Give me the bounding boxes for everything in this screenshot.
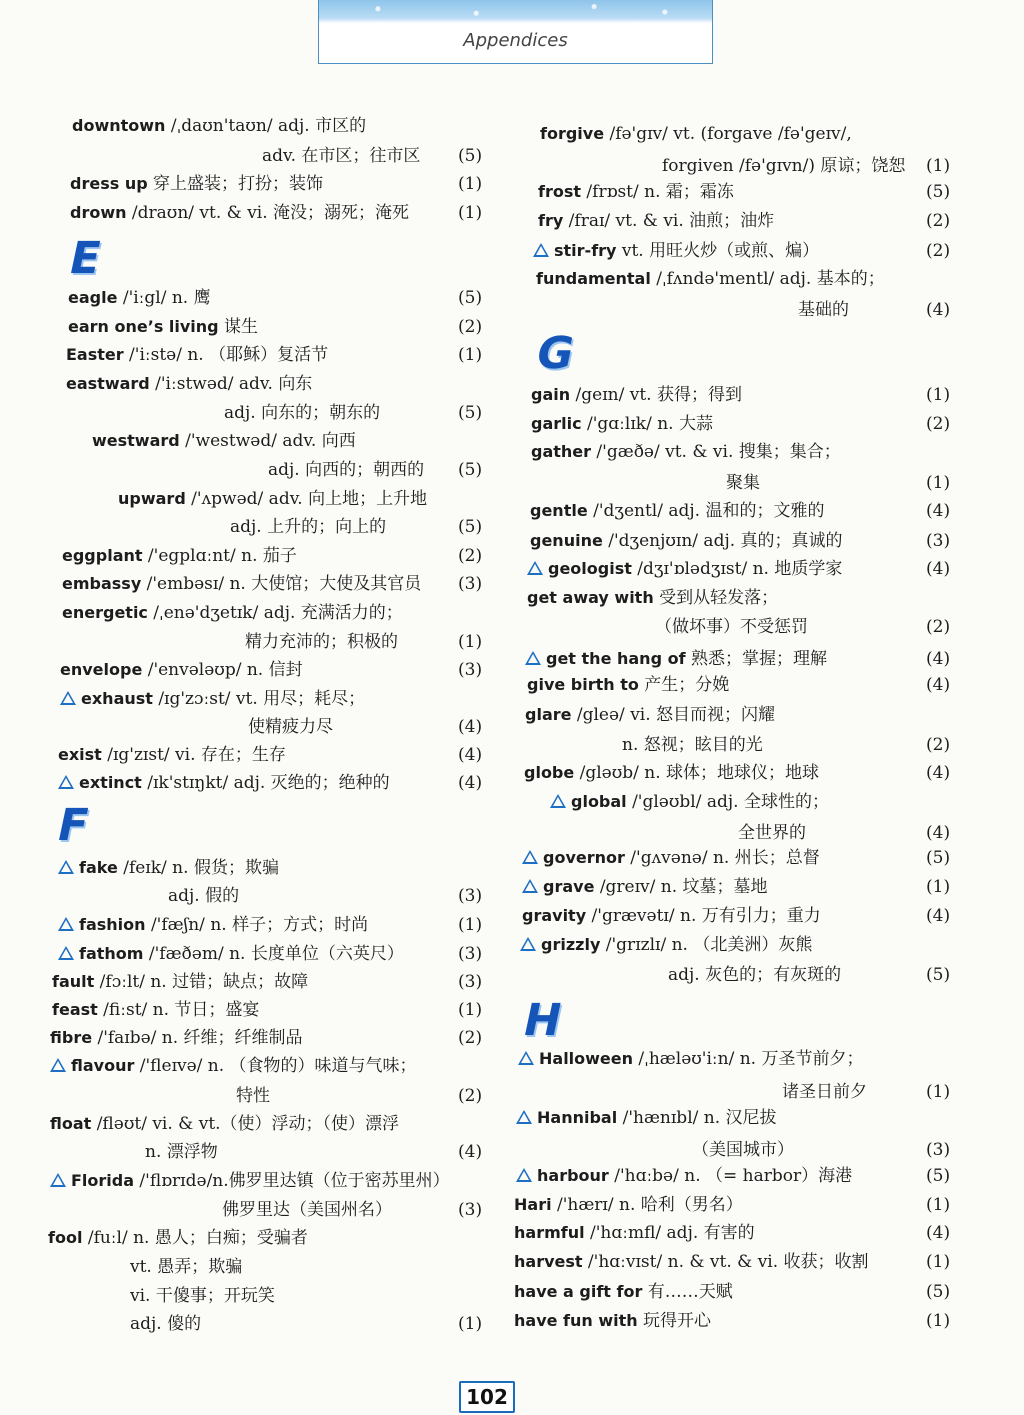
definition: /'westwəd/ adv. 向西 — [179, 431, 356, 451]
headword: Hannibal — [537, 1108, 618, 1127]
unit-number: (5) — [458, 146, 483, 166]
unit-number: (3) — [458, 886, 483, 906]
right-entry-line — [522, 847, 820, 869]
left-entry-line — [245, 631, 398, 653]
headword: eagle — [68, 288, 118, 307]
definition: adj. 向东的；朝东的 — [224, 403, 381, 423]
right-entry-line — [662, 155, 905, 177]
left-entry-line — [145, 1141, 218, 1163]
left-entry-line — [50, 1170, 450, 1192]
unit-number: (4) — [926, 1223, 951, 1243]
unit-number: (2) — [926, 241, 951, 261]
left-entry-line — [68, 287, 211, 309]
right-entry-line — [527, 587, 778, 609]
definition: /'fæðəm/ n. 长度单位（六英尺） — [143, 944, 404, 964]
headword: fool — [48, 1228, 83, 1247]
headword: frost — [538, 182, 582, 201]
section-letter-e: E — [64, 233, 106, 284]
definition: /'iːgl/ n. 鹰 — [117, 288, 211, 308]
right-entry-line — [530, 530, 843, 552]
unit-number: (4) — [926, 649, 951, 669]
right-entry-line — [516, 1165, 852, 1187]
unit-number: (1) — [926, 1082, 951, 1102]
definition: 全世界的 — [738, 823, 806, 843]
definition: 受到从轻发落； — [653, 588, 779, 608]
section-letter-h: H — [518, 995, 567, 1046]
unit-number: (3) — [458, 660, 483, 680]
left-entry-line — [168, 885, 239, 907]
headword: forgive — [540, 124, 605, 143]
definition: /'hænɪbl/ n. 汉尼拔 — [617, 1108, 777, 1128]
definition: /fiːst/ n. 节日；盛宴 — [97, 1000, 260, 1020]
section-letter-g: G — [531, 328, 579, 379]
headword: give birth to — [527, 675, 639, 694]
headword: fundamental — [536, 269, 651, 288]
unit-number: (1) — [926, 1195, 951, 1215]
definition: （美国城市） — [692, 1140, 794, 1160]
definition: 基础的 — [798, 300, 849, 320]
definition: /dʒɪ'ɒlədʒɪst/ n. 地质学家 — [631, 559, 843, 579]
right-entry-line — [514, 1251, 869, 1273]
definition: 聚集 — [726, 473, 760, 493]
right-entry-line — [668, 964, 841, 986]
definition: /ˌenə'dʒetɪk/ adj. 充满活力的； — [147, 603, 403, 623]
unit-number: (1) — [926, 385, 951, 405]
unit-number: (1) — [458, 632, 483, 652]
left-entry-line — [52, 971, 308, 993]
right-entry-line — [655, 616, 808, 638]
headword: globe — [524, 763, 575, 782]
left-entry-line — [58, 914, 368, 936]
unit-number: (1) — [458, 174, 483, 194]
headword: grave — [543, 877, 595, 896]
unit-number: (4) — [926, 906, 951, 926]
right-entry-line — [525, 648, 827, 670]
left-entry-line — [68, 316, 258, 338]
left-entry-line — [66, 344, 328, 366]
headword: dress up — [70, 174, 148, 193]
headword: genuine — [530, 531, 603, 550]
triangle-marker-icon — [50, 1173, 66, 1187]
definition: 特性 — [236, 1086, 270, 1106]
unit-number: (1) — [458, 345, 483, 365]
unit-number: (4) — [926, 300, 951, 320]
left-entry-line — [48, 1227, 308, 1249]
definition: /ɪk'stɪŋkt/ adj. 灭绝的；绝种的 — [141, 773, 390, 793]
headword: grizzly — [541, 935, 601, 954]
left-entry-line — [58, 772, 390, 794]
headword: gain — [531, 385, 571, 404]
right-entry-line — [726, 472, 760, 494]
definition: forgiven /fə'gɪvn/) 原谅；饶恕 — [662, 156, 906, 176]
triangle-marker-icon — [522, 879, 538, 893]
unit-number: (5) — [458, 460, 483, 480]
section-letter-f: F — [52, 800, 94, 851]
triangle-marker-icon — [533, 243, 549, 257]
headword: float — [50, 1114, 92, 1133]
headword: westward — [92, 431, 180, 450]
definition: /fɔːlt/ n. 过错；缺点；故障 — [94, 972, 309, 992]
unit-number: (3) — [458, 574, 483, 594]
definition: /gleə/ vi. 怒目而视；闪耀 — [571, 705, 776, 725]
definition: /'flɒrɪdə/n.佛罗里达镇（位于密苏里州） — [134, 1171, 450, 1191]
definition: adj. 假的 — [168, 886, 240, 906]
headword: exist — [58, 745, 102, 764]
page-number: 102 — [459, 1381, 515, 1413]
left-entry-line — [224, 402, 380, 424]
unit-number: (3) — [458, 972, 483, 992]
unit-number: (5) — [926, 1166, 951, 1186]
left-entry-line — [70, 173, 323, 195]
unit-number: (2) — [458, 546, 483, 566]
header-title: Appendices — [463, 30, 568, 51]
headword: Florida — [71, 1171, 135, 1190]
definition: 诸圣日前夕 — [782, 1082, 867, 1102]
headword: get away with — [527, 588, 654, 607]
headword: earn one’s living — [68, 317, 219, 336]
unit-number: (1) — [458, 203, 483, 223]
definition: /'dʒenjʊɪn/ adj. 真的；真诚的 — [602, 531, 843, 551]
triangle-marker-icon — [60, 691, 76, 705]
headword: glare — [525, 705, 572, 724]
definition: /'fleɪvə/ n. （食物的）味道与气味； — [134, 1056, 417, 1076]
headword: downtown — [72, 116, 166, 135]
unit-number: (1) — [926, 156, 951, 176]
unit-number: (4) — [458, 773, 483, 793]
definition: adj. 上升的；向上的 — [230, 517, 387, 537]
definition: /'faɪbə/ n. 纤维；纤维制品 — [92, 1028, 303, 1048]
headword: have a gift for — [514, 1282, 643, 1301]
definition: /'fæʃn/ n. 样子；方式；时尚 — [145, 915, 369, 935]
left-entry-line — [60, 659, 303, 681]
left-entry-line — [50, 1027, 303, 1049]
definition: /'gɑːlɪk/ n. 大蒜 — [581, 414, 713, 434]
right-entry-line — [514, 1194, 743, 1216]
headword: flavour — [71, 1056, 135, 1075]
definition: 有……天赋 — [642, 1282, 733, 1302]
right-entry-line — [516, 1107, 777, 1129]
right-entry-line — [531, 441, 841, 463]
definition: /'grævətɪ/ n. 万有引力；重力 — [586, 906, 821, 926]
definition: /'envələʊp/ n. 信封 — [142, 660, 303, 680]
headword: fathom — [79, 944, 144, 963]
headword: harvest — [514, 1252, 583, 1271]
unit-number: (4) — [926, 501, 951, 521]
headword: geologist — [548, 559, 632, 578]
headword: Halloween — [539, 1049, 634, 1068]
definition: /feɪk/ n. 假货；欺骗 — [117, 858, 279, 878]
headword: extinct — [79, 773, 142, 792]
right-entry-line — [524, 762, 819, 784]
left-entry-line — [60, 688, 365, 710]
triangle-marker-icon — [522, 850, 538, 864]
left-entry-line — [130, 1256, 242, 1278]
unit-number: (1) — [926, 1252, 951, 1272]
left-entry-line — [72, 115, 366, 137]
headword: get the hang of — [546, 649, 686, 668]
headword: fashion — [79, 915, 146, 934]
triangle-marker-icon — [58, 917, 74, 931]
headword: drown — [70, 203, 127, 222]
unit-number: (4) — [926, 823, 951, 843]
headword: eastward — [66, 374, 150, 393]
definition: /'hɑːmfl/ adj. 有害的 — [584, 1223, 755, 1243]
definition: /'iːstwəd/ adv. 向东 — [149, 374, 313, 394]
headword: harbour — [537, 1166, 609, 1185]
unit-number: (2) — [926, 414, 951, 434]
unit-number: (4) — [926, 675, 951, 695]
unit-number: (1) — [926, 473, 951, 493]
definition: /fə'gɪv/ vt. (forgave /fə'geɪv/, — [604, 124, 852, 144]
left-entry-line — [92, 430, 356, 452]
right-entry-line — [525, 704, 775, 726]
right-entry-line — [622, 734, 763, 756]
definition: /'ʌpwəd/ adv. 向上地；上升地 — [185, 489, 428, 509]
unit-number: (2) — [458, 1086, 483, 1106]
triangle-marker-icon — [58, 775, 74, 789]
right-entry-line — [692, 1139, 794, 1161]
unit-number: (5) — [458, 403, 483, 423]
definition: /'gæðə/ vt. & vi. 搜集；集合； — [591, 442, 841, 462]
left-entry-line — [230, 516, 386, 538]
headword: fake — [79, 858, 118, 877]
definition: 玩得开心 — [637, 1311, 712, 1331]
definition: /'hɑːbə/ n. （= harbor）海港 — [608, 1166, 853, 1186]
unit-number: (2) — [458, 317, 483, 337]
right-entry-line — [538, 181, 734, 203]
unit-number: (1) — [926, 1311, 951, 1331]
unit-number: (4) — [458, 745, 483, 765]
definition: n. 怒视；眩目的光 — [622, 735, 763, 755]
unit-number: (1) — [458, 1000, 483, 1020]
left-entry-line — [130, 1313, 201, 1335]
definition: /frɒst/ n. 霜；霜冻 — [581, 182, 734, 202]
right-entry-line — [518, 1048, 863, 1070]
definition: /ˌdaʊn'taʊn/ adj. 市区的 — [165, 116, 367, 136]
definition: /greɪv/ n. 坟墓；墓地 — [594, 877, 768, 897]
left-entry-line — [62, 545, 297, 567]
unit-number: (3) — [926, 1140, 951, 1160]
definition: 使精疲力尽 — [248, 717, 333, 737]
unit-number: (1) — [458, 1314, 483, 1334]
right-entry-line — [514, 1310, 711, 1332]
definition: （做坏事）不受惩罚 — [655, 617, 808, 637]
definition: 产生；分娩 — [638, 675, 730, 695]
triangle-marker-icon — [516, 1168, 532, 1182]
right-entry-line — [514, 1281, 733, 1303]
definition: 谋生 — [218, 317, 259, 337]
unit-number: (4) — [458, 1142, 483, 1162]
headword: eggplant — [62, 546, 143, 565]
left-entry-line — [118, 488, 427, 510]
left-entry-line — [130, 1285, 275, 1307]
definition: /ˌhæləʊ'iːn/ n. 万圣节前夕； — [633, 1049, 864, 1069]
unit-number: (1) — [458, 915, 483, 935]
unit-number: (3) — [458, 944, 483, 964]
right-entry-line — [531, 413, 713, 435]
left-entry-line — [268, 459, 424, 481]
left-entry-line — [58, 857, 279, 879]
definition: /'gləʊbl/ adj. 全球性的； — [626, 792, 829, 812]
triangle-marker-icon — [550, 794, 566, 808]
triangle-marker-icon — [518, 1051, 534, 1065]
left-entry-line — [262, 145, 420, 167]
unit-number: (3) — [926, 531, 951, 551]
headword: gravity — [522, 906, 587, 925]
headword: exhaust — [81, 689, 153, 708]
unit-number: (1) — [926, 877, 951, 897]
triangle-marker-icon — [520, 937, 536, 951]
definition: /ɪg'zɔːst/ vt. 用尽；耗尽； — [152, 689, 366, 709]
triangle-marker-icon — [50, 1058, 66, 1072]
headword: governor — [543, 848, 625, 867]
left-entry-line — [50, 1113, 399, 1135]
left-entry-line — [236, 1085, 270, 1107]
right-entry-line — [550, 791, 829, 813]
right-entry-line — [782, 1081, 867, 1103]
left-entry-line — [52, 999, 259, 1021]
unit-number: (5) — [926, 182, 951, 202]
left-entry-line — [70, 202, 409, 224]
definition: /'dʒentl/ adj. 温和的；文雅的 — [587, 501, 825, 521]
headword: fault — [52, 972, 95, 991]
headword: upward — [118, 489, 186, 508]
right-entry-line — [527, 558, 842, 580]
left-entry-line — [222, 1199, 392, 1221]
left-entry-line — [248, 716, 333, 738]
definition: /'embəsɪ/ n. 大使馆；大使及其官员 — [141, 574, 422, 594]
right-entry-line — [798, 299, 849, 321]
unit-number: (2) — [926, 211, 951, 231]
definition: /'hɑːvɪst/ n. & vt. & vi. 收获；收割 — [582, 1252, 869, 1272]
left-entry-line — [62, 573, 421, 595]
right-entry-line — [540, 123, 852, 145]
unit-number: (5) — [458, 288, 483, 308]
headword: Hari — [514, 1195, 552, 1214]
right-entry-line — [522, 876, 768, 898]
right-entry-line — [522, 905, 821, 927]
definition: /'gʌvənə/ n. 州长；总督 — [624, 848, 820, 868]
unit-number: (4) — [458, 717, 483, 737]
unit-number: (5) — [926, 848, 951, 868]
headword: feast — [52, 1000, 98, 1019]
triangle-marker-icon — [516, 1110, 532, 1124]
definition: /fraɪ/ vt. & vi. 油煎；油炸 — [563, 211, 775, 231]
right-entry-line — [527, 674, 729, 696]
definition: adv. 在市区；往市区 — [262, 146, 421, 166]
definition: adj. 傻的 — [130, 1314, 202, 1334]
unit-number: (4) — [926, 763, 951, 783]
definition: /geɪn/ vt. 获得；得到 — [570, 385, 742, 405]
right-entry-line — [538, 210, 774, 232]
unit-number: (2) — [458, 1028, 483, 1048]
left-entry-line — [50, 1055, 417, 1077]
right-entry-line — [531, 384, 742, 406]
definition: /ɪg'zɪst/ vi. 存在；生存 — [101, 745, 286, 765]
left-entry-line — [58, 744, 286, 766]
headword: stir-fry — [554, 241, 617, 260]
left-entry-line — [58, 943, 404, 965]
headword: energetic — [62, 603, 148, 622]
definition: adj. 灰色的；有灰斑的 — [668, 965, 842, 985]
right-entry-line — [520, 934, 812, 956]
unit-number: (5) — [926, 965, 951, 985]
definition: /'grɪzlɪ/ n. （北美洲）灰熊 — [600, 935, 813, 955]
definition: /'hærɪ/ n. 哈利（男名） — [551, 1195, 743, 1215]
headword: garlic — [531, 414, 582, 433]
definition: /draʊn/ vt. & vi. 淹没；溺死；淹死 — [126, 203, 410, 223]
headword: fry — [538, 211, 564, 230]
unit-number: (3) — [458, 1200, 483, 1220]
headword: global — [571, 792, 627, 811]
definition: /'iːstə/ n. （耶稣）复活节 — [123, 345, 329, 365]
headword: harmful — [514, 1223, 585, 1242]
headword: envelope — [60, 660, 143, 679]
unit-number: (5) — [926, 1282, 951, 1302]
definition: vt. 愚弄；欺骗 — [130, 1257, 243, 1277]
unit-number: (4) — [926, 559, 951, 579]
headword: Easter — [66, 345, 124, 364]
appendices-header — [318, 0, 713, 64]
definition: /gləʊb/ n. 球体；地球仪；地球 — [574, 763, 820, 783]
definition: 精力充沛的；积极的 — [245, 632, 398, 652]
definition: vt. 用旺火炒（或煎、煸） — [616, 241, 820, 261]
triangle-marker-icon — [58, 860, 74, 874]
headword: fibre — [50, 1028, 93, 1047]
unit-number: (5) — [458, 517, 483, 537]
right-entry-line — [530, 500, 824, 522]
header-water-drops — [319, 0, 712, 22]
definition: /fləʊt/ vi. & vt.（使）浮动；（使）漂浮 — [91, 1114, 400, 1134]
triangle-marker-icon — [525, 651, 541, 665]
left-entry-line — [66, 373, 312, 395]
triangle-marker-icon — [527, 561, 543, 575]
definition: n. 漂浮物 — [145, 1142, 218, 1162]
headword: gather — [531, 442, 592, 461]
headword: gentle — [530, 501, 588, 520]
definition: /'egplɑːnt/ n. 茄子 — [142, 546, 297, 566]
definition: /ˌfʌndə'mentl/ adj. 基本的； — [650, 269, 885, 289]
right-entry-line — [514, 1222, 755, 1244]
definition: /fuːl/ n. 愚人；白痴；受骗者 — [82, 1228, 308, 1248]
headword: have fun with — [514, 1311, 638, 1330]
triangle-marker-icon — [58, 946, 74, 960]
left-entry-line — [62, 602, 403, 624]
definition: adj. 向西的；朝西的 — [268, 460, 425, 480]
right-entry-line — [738, 822, 806, 844]
definition: 佛罗里达（美国州名） — [222, 1200, 392, 1220]
definition: 熟悉；掌握；理解 — [685, 649, 827, 669]
headword: embassy — [62, 574, 142, 593]
unit-number: (2) — [926, 617, 951, 637]
right-entry-line — [536, 268, 885, 290]
definition: 穿上盛装；打扮；装饰 — [147, 174, 324, 194]
unit-number: (2) — [926, 735, 951, 755]
definition: vi. 干傻事；开玩笑 — [130, 1286, 275, 1306]
right-entry-line — [533, 240, 819, 262]
